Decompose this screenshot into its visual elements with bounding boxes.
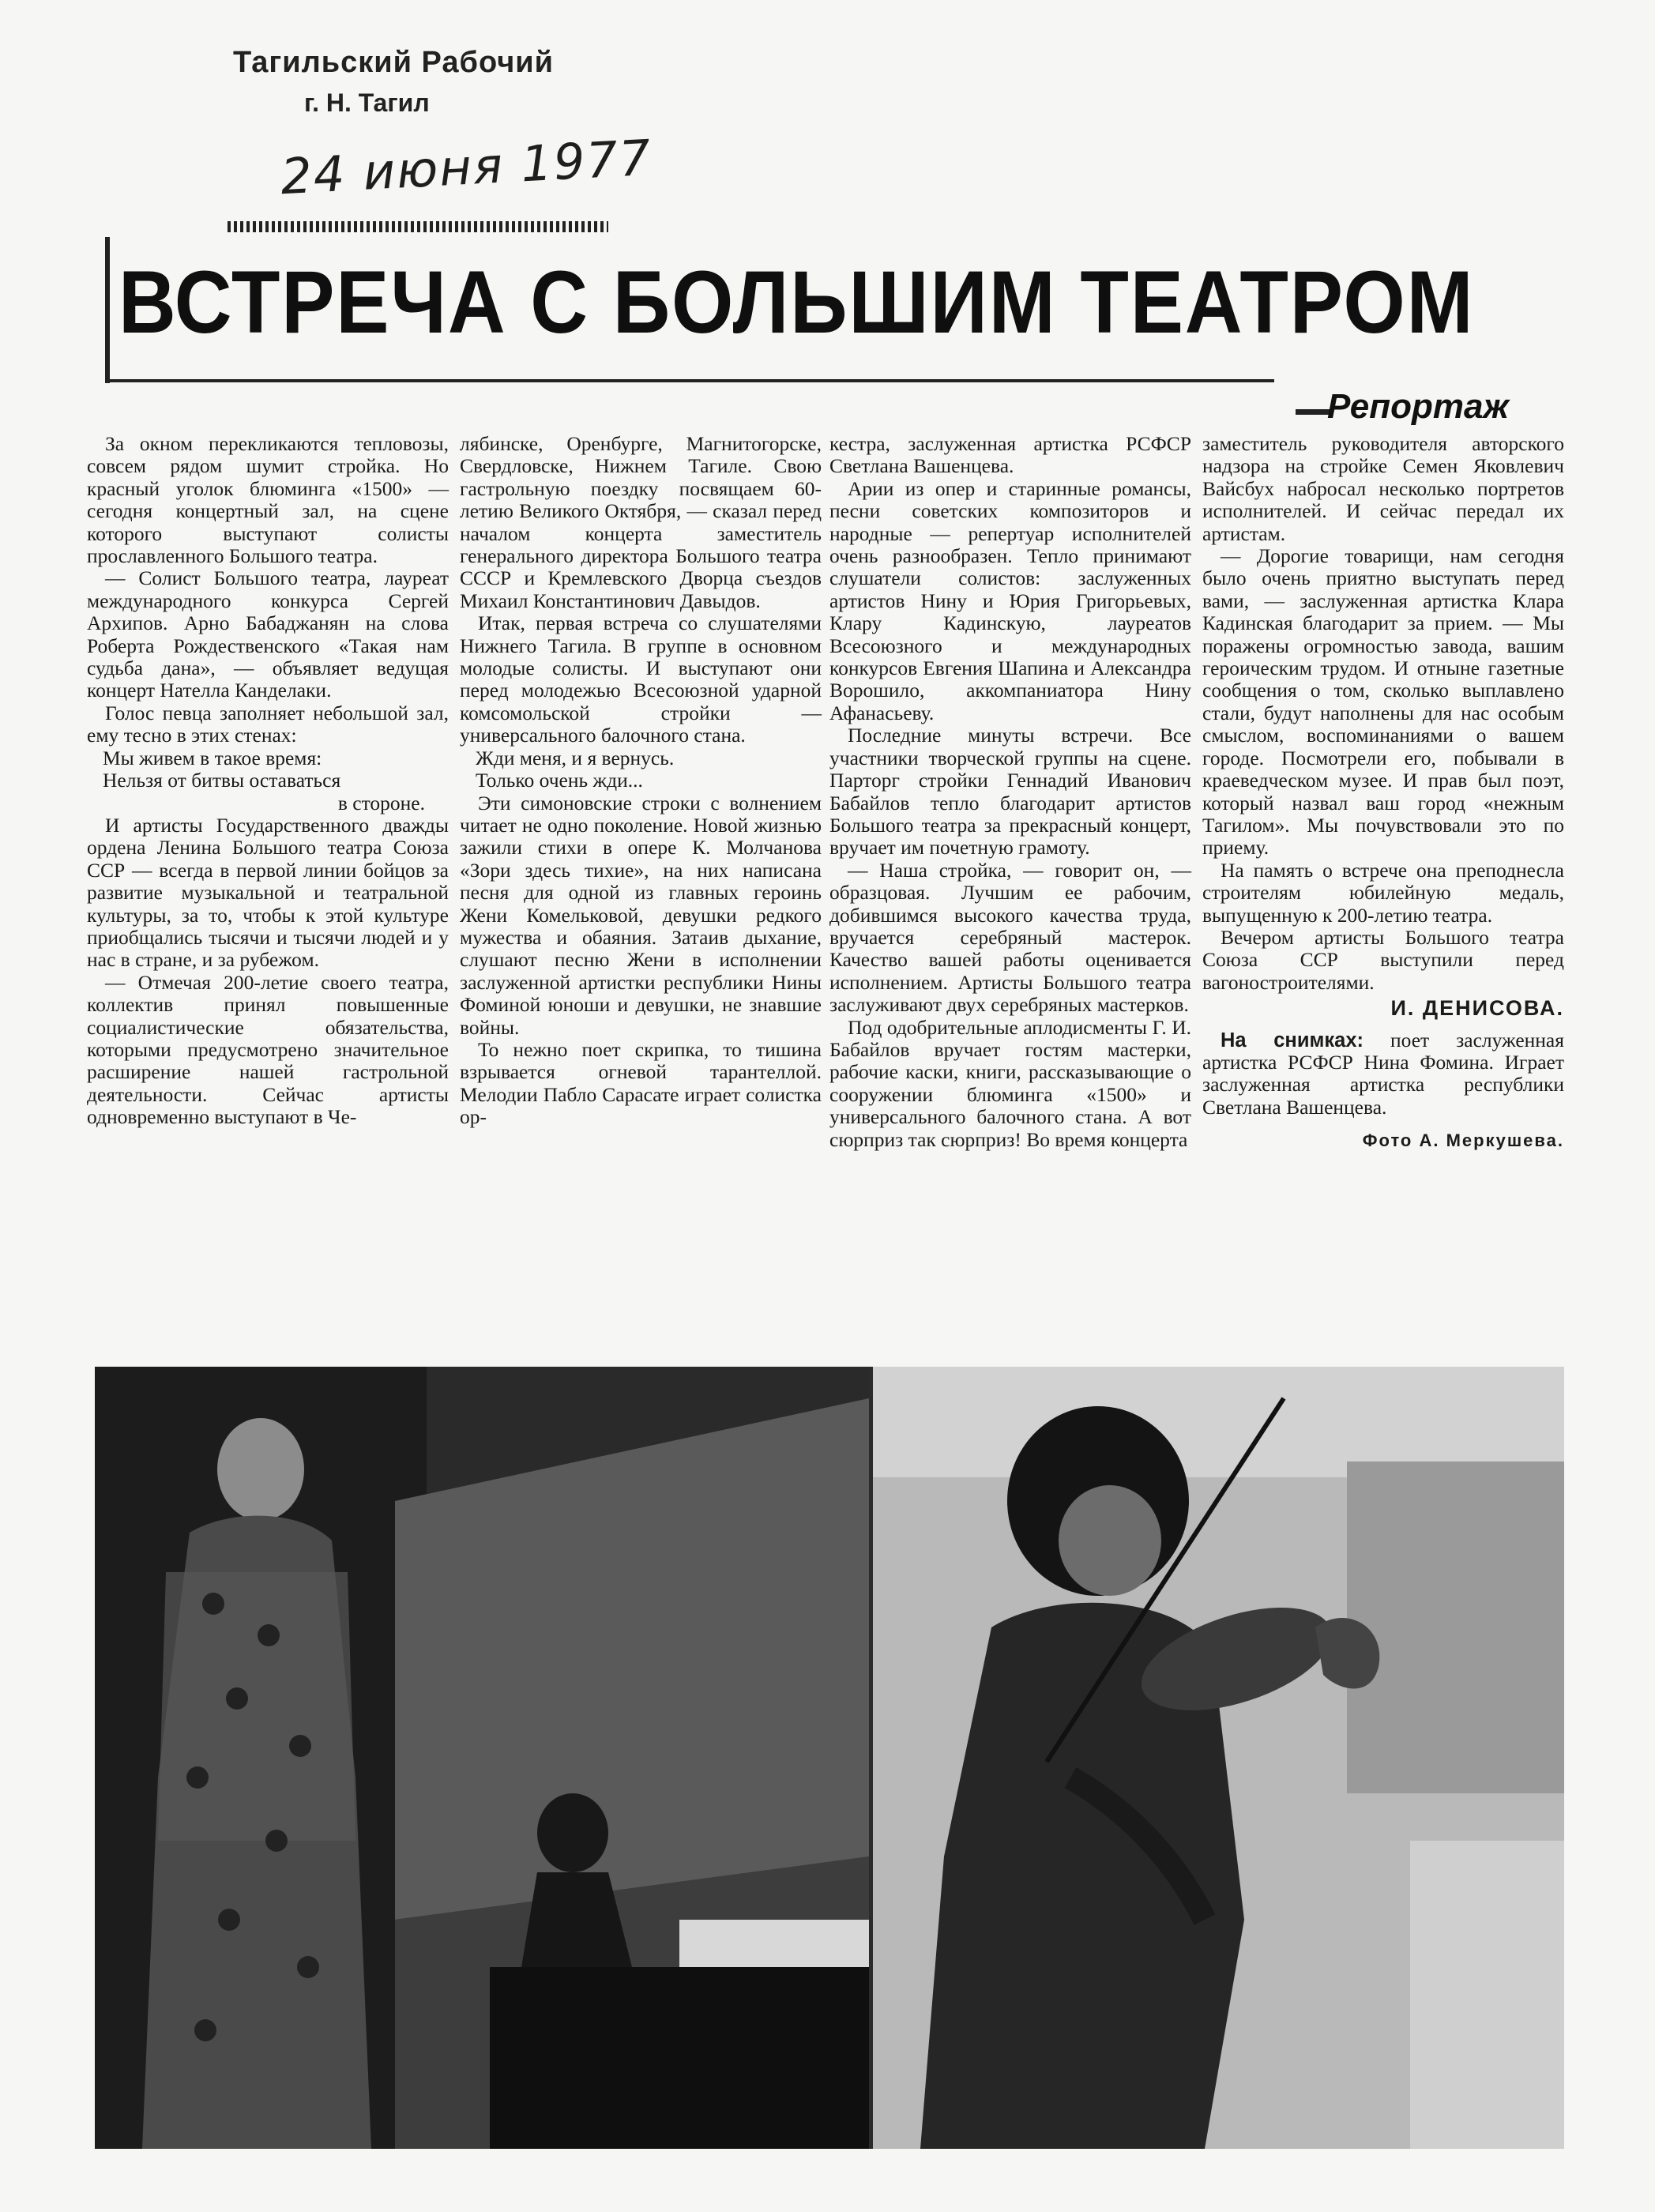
photo-credit: Фото А. Меркушева. (1362, 1130, 1564, 1151)
photo-strip (95, 1367, 1564, 2149)
paragraph: заместитель руководителя авторского надзора на стройке Семен Яковлевич Вайсбух набросал несколько портретов исполнителей. И сейчас передал их артистам. (1202, 432, 1564, 545)
article-column-1 (87, 433, 449, 1129)
paragraph: — Солист Большого театра, лауреат международного конкурса Сергей Архипов. Арно Бабаджанян на слова Роберта Рождественского «Такая нам судьба дана», — объявляет ведущая концерт Нателла Канделаки. (87, 566, 449, 702)
paragraph: На память о встрече она преподнесла строителям юбилейную медаль, выпущенную к 200-летию театра. (1202, 858, 1564, 927)
article-column-4 (1202, 433, 1564, 1153)
paragraph: Арии из опер и старинные романсы, песни советских композиторов и народные — репертуар исполнителей очень разнообразен. Тепло принимают слушатели солистов: заслуженных артистов Нину и Юрия Григорьевых, Клару Кадинскую, лауреатов Всесоюзного и международных конкурсов Евгения Шапина и Александра Ворошило, аккомпаниатора Нину Афанасьеву. (829, 476, 1191, 724)
paragraph: За окном перекликаются тепловозы, совсем рядом шумит стройка. Но красный уголок блюминга «1500» — сегодня концертный зал, на сцене которого выступают солисты прославленного Большого театра. (87, 432, 449, 568)
paragraph: — Отмечая 200-летие своего театра, коллектив принял повышенные социалистические обязательства, которыми предусмотрено значительное расширение нашей гастрольной деятельности. Сейчас артисты одновременно выступают в Че- (87, 970, 449, 1129)
article-column-2 (460, 433, 822, 1129)
verse-line: Мы живем в такое время: (103, 746, 322, 769)
paragraph: Голос певца заполняет небольшой зал, ему тесно в этих стенах: (87, 701, 449, 747)
paragraph: Эти симоновские строки с волнением читает не одно поколение. Новой жизнью зажили стихи в опере К. Молчанова «Зори здесь тихие», на них написана песня для одной из главных героинь Жени Комельковой, девушки редкого мужества и обаяния. Затаив дыхание, слушают песню Жени в исполнении заслуженной артистки республики Нины Фоминой юноши и девушки, не знавшие войны. (460, 791, 822, 1039)
paragraph: — Дорогие товарищи, нам сегодня было очень приятно выступать перед вами, — заслуженная артистка Клара Кадинская благодарит за прием. — Мы поражены огромностью завода, вашим героическим трудом. И отныне газетные сообщения о том, сколько выплавлено стали, будут наполнены для нас особым смыслом, воспоминаниями о вашем городе. Посмотрели его, побывали в краеведческом музее. И прав был поэт, который назвал ваш город «нежным Тагилом». Мы почувствовали это по приему. (1202, 544, 1564, 860)
photo-singer (95, 1367, 869, 2149)
photo-violinist (873, 1367, 1564, 2149)
paragraph: лябинске, Оренбурге, Магнитогорске, Свердловске, Нижнем Тагиле. Свою гастрольную поездку посвящаем 60-летию Великого Октября, — сказал перед началом концерта заместитель генерального директора Большого театра СССР и Кремлевского Дворца съездов Михаил Константинович Давыдов. (460, 432, 822, 612)
paragraph: Вечером артисты Большого театра Союза ССР выступили перед вагоностроителями. (1202, 925, 1564, 994)
caption-label: На снимках: (1220, 1029, 1363, 1051)
caption-text: поет заслуженная артистка РСФСР Нина Фомина. Играет заслуженная артистка республики Светлана Вашенцева. (1202, 1028, 1564, 1119)
photo-caption (1202, 1029, 1564, 1119)
article-column-3 (829, 433, 1191, 1151)
article-rubric: Репортаж (1327, 387, 1509, 426)
article-headline: ВСТРЕЧА С БОЛЬШИМ ТЕАТРОМ (118, 253, 1475, 352)
decorative-rule (228, 221, 608, 232)
paragraph: Итак, первая встреча со слушателями Нижнего Тагила. В группе в основном молодые солисты. И выступают они перед молодежью Всесоюзной ударной комсомольской стройки — универсального балочного стана. (460, 611, 822, 747)
city-stamp: г. Н. Тагил (304, 88, 430, 117)
singer-photo-image (95, 1367, 869, 2149)
paragraph: То нежно поет скрипка, то тишина взрывается огневой тарантеллой. Мелодии Пабло Сарасате играет солистка ор- (460, 1037, 822, 1129)
headline-frame-bottom (105, 379, 1274, 382)
verse-line: в стороне. (337, 791, 425, 814)
paragraph: Под одобрительные аплодисменты Г. И. Бабайлов вручает гостям мастерки, рабочие каски, книги, рассказывающие о сооружении блюминга «1500» и универсального балочного стана. А вот сюрприз так сюрприз! Во время концерта (829, 1015, 1191, 1151)
author-signature: И. ДЕНИСОВА. (1390, 996, 1564, 1021)
verse-line: Только очень жди... (476, 769, 643, 792)
paragraph: — Наша стройка, — говорит он, — образцовая. Лучшим ее рабочим, добившимся высокого качества труда, вручается серебряный мастерок. Качество вашей работы оценивается исполнением. Артисты Большого театра заслуживают двух серебряных мастерков. (829, 858, 1191, 1017)
handwritten-date: 24 июня 1977 (279, 128, 654, 206)
newspaper-stamp: Тагильский Рабочий (233, 46, 555, 79)
verse-line: Нельзя от битвы оставаться (103, 769, 341, 792)
paragraph: кестра, заслуженная артистка РСФСР Светлана Вашенцева. (829, 432, 1191, 478)
verse-line: Жди меня, и я вернусь. (476, 746, 675, 769)
paragraph: И артисты Государственного дважды ордена Ленина Большого театра Союза ССР — всегда в первой линии бойцов за развитие музыкальной и театральной культуры, за то, чтобы к этой культуре приобщались тысячи и тысячи людей и у нас в стране, и за рубежом. (87, 813, 449, 972)
violinist-photo-image (873, 1367, 1564, 2149)
paragraph: Последние минуты встречи. Все участники творческой группы на сцене. Парторг стройки Геннадий Иванович Бабайлов тепло благодарит артистов Большого театра за прекрасный концерт, вручает им почетную грамоту. (829, 724, 1191, 860)
headline-frame-left (105, 237, 110, 383)
rubric-rule (1296, 409, 1331, 415)
